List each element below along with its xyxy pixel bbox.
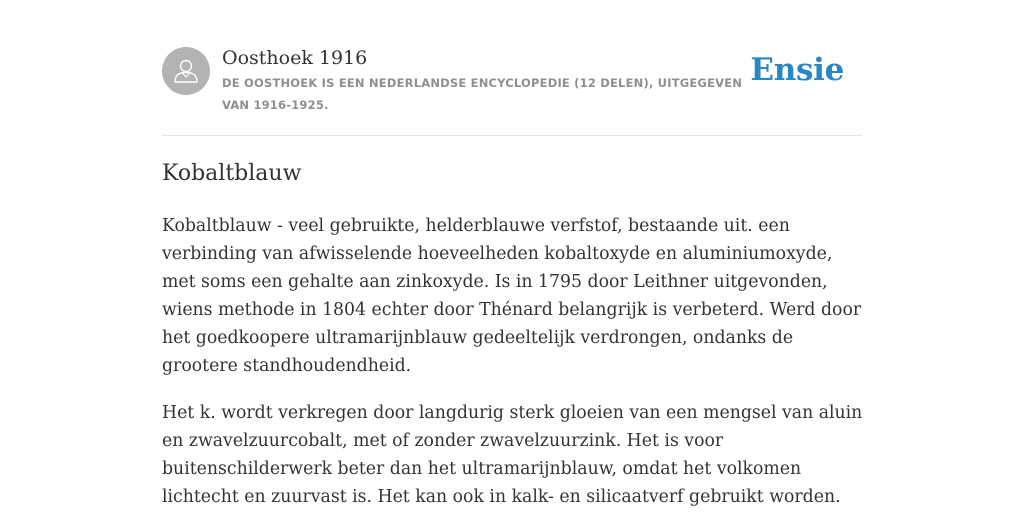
ensie-logo[interactable]: Ensie [750, 52, 844, 88]
source-header [162, 46, 862, 116]
article-title: Kobaltblauw [162, 161, 302, 186]
article-paragraph: Kobaltblauw - veel gebruikte, helderblauwe verfstof, bestaande uit. een verbinding van afwisselende hoeveelheden kobaltoxyde en aluminiumoxyde, met soms een gehalte aan zinkoxyde. Is in 1795 door Leithner uitgevonden, wiens methode in 1804 echter door Thénard belangrijk is verbeterd. Werd door het goedkoopere ultramarijnblauw gedeeltelijk verdrongen, ondanks de grootere standhoudendheid. [162, 216, 862, 376]
divider [162, 135, 862, 136]
user-icon [162, 47, 210, 95]
article-paragraph: Het k. wordt verkregen door langdurig sterk gloeien van een mengsel van aluin en zwavelzuurcobalt, met of zonder zwavelzuurzink. Het is voor buitenschilderwerk beter dan het ultramarijnblauw, omdat het volkomen lichtecht en zuurvast is. Het kan ook in kalk- en silicaatverf gebruikt worden. [162, 403, 863, 507]
source-title[interactable]: Oosthoek 1916 [222, 47, 368, 69]
source-description: DE OOSTHOEK IS EEN NEDERLANDSE ENCYCLOPEDIE (12 DELEN), UITGEGEVEN VAN 1916-1925. [222, 76, 743, 112]
article-body [162, 212, 864, 512]
avatar[interactable] [162, 47, 210, 95]
